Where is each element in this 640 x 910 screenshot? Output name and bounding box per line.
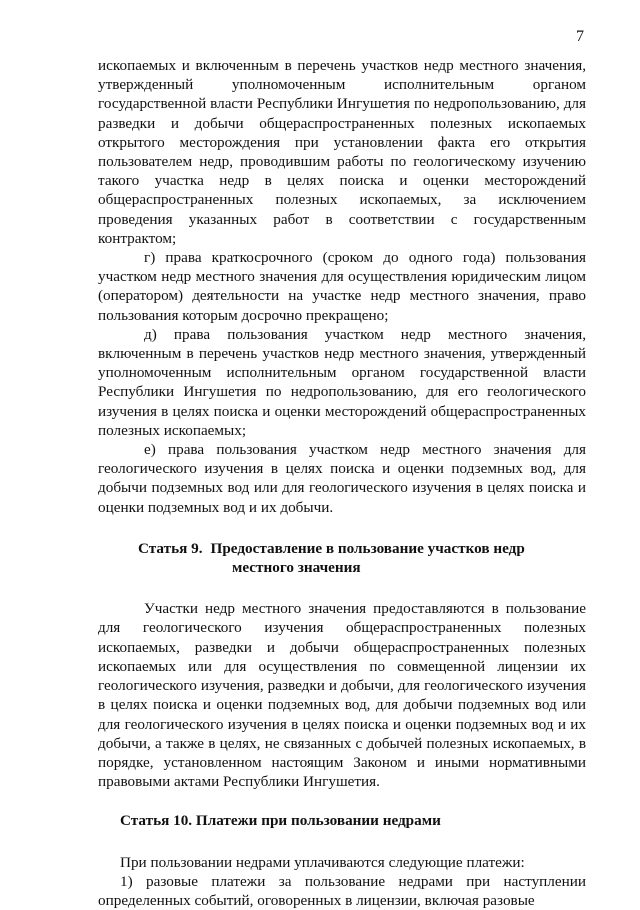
- article-9-number: Статья 9.: [138, 539, 203, 557]
- article-10-intro: При пользовании недрами уплачиваются следующие платежи:: [120, 853, 525, 871]
- paragraph-item-g: г) права краткосрочного (сроком до одного года) пользования участком недр местного значения для осуществления юридическим лицом (оператором) деятельности на участке недр местного значения, право пользования которым досрочно прекращено;: [98, 249, 586, 324]
- document-body: [98, 56, 586, 910]
- paragraph-item-d: д) права пользования участком недр местного значения, включенным в перечень участков недр местного значения, утвержденный уполномоченным исполнительным органом государственной власти Республики Ингушетия по недропользованию, для его геологического изучения в целях поиска и оценки месторождений общераспространенных полезных ископаемых;: [98, 325, 586, 439]
- article-10-heading: Статья 10. Платежи при пользовании недрами: [120, 812, 441, 830]
- spacer: [98, 791, 586, 811]
- article-10-item-1: 1) разовые платежи за пользование недрами при наступлении определенных событий, оговоренных в лицензии, включая разовые: [98, 872, 586, 909]
- page-number: 7: [576, 28, 584, 45]
- article-9-heading: [98, 539, 586, 577]
- article-9-body: Участки недр местного значения предоставляются в пользование для геологического изучения общераспространенных полезных ископаемых, разведки и добычи общераспространенных полезных ископаемых или для осуществления по совмещенной лицензии их геологического изучения, разведки и добычи, для геологического изучения в целях поиска и оценки подземных вод, для добычи подземных вод или для геологического изучения в целях поиска и оценки подземных вод и их добычи, а также в целях, не связанных с добычей полезных ископаемых, в порядке, установленном настоящим Законом и иными нормативными правовыми актами Республики Ингушетия.: [98, 600, 586, 791]
- paragraph-continuation: ископаемых и включенным в перечень участков недр местного значения, утвержденный уполномоченным исполнительным органом государственной власти Республики Ингушетия по недропользованию, для разведки и добычи общераспространенных полезных ископаемых открытого месторождения при установлении факта его открытия пользователем недр, проводившим работы по геологическому изучению такого участка недр в целях поиска и оценки месторождений общераспространенных полезных ископаемых, за исключением проведения указанных работ в соответствии с государственным контрактом;: [98, 57, 586, 247]
- spacer: [98, 831, 586, 853]
- article-9-title-line1: Предоставление в пользование участков недр: [210, 539, 525, 557]
- article-9-title-line2: местного значения: [232, 559, 361, 577]
- spacer: [98, 577, 586, 599]
- paragraph-item-e: е) права пользования участком недр местного значения для геологического изучения в целях поиска и оценки подземных вод, для добычи подземных вод или для геологического изучения в целях поиска и оценки подземных вод и их добычи.: [98, 441, 586, 516]
